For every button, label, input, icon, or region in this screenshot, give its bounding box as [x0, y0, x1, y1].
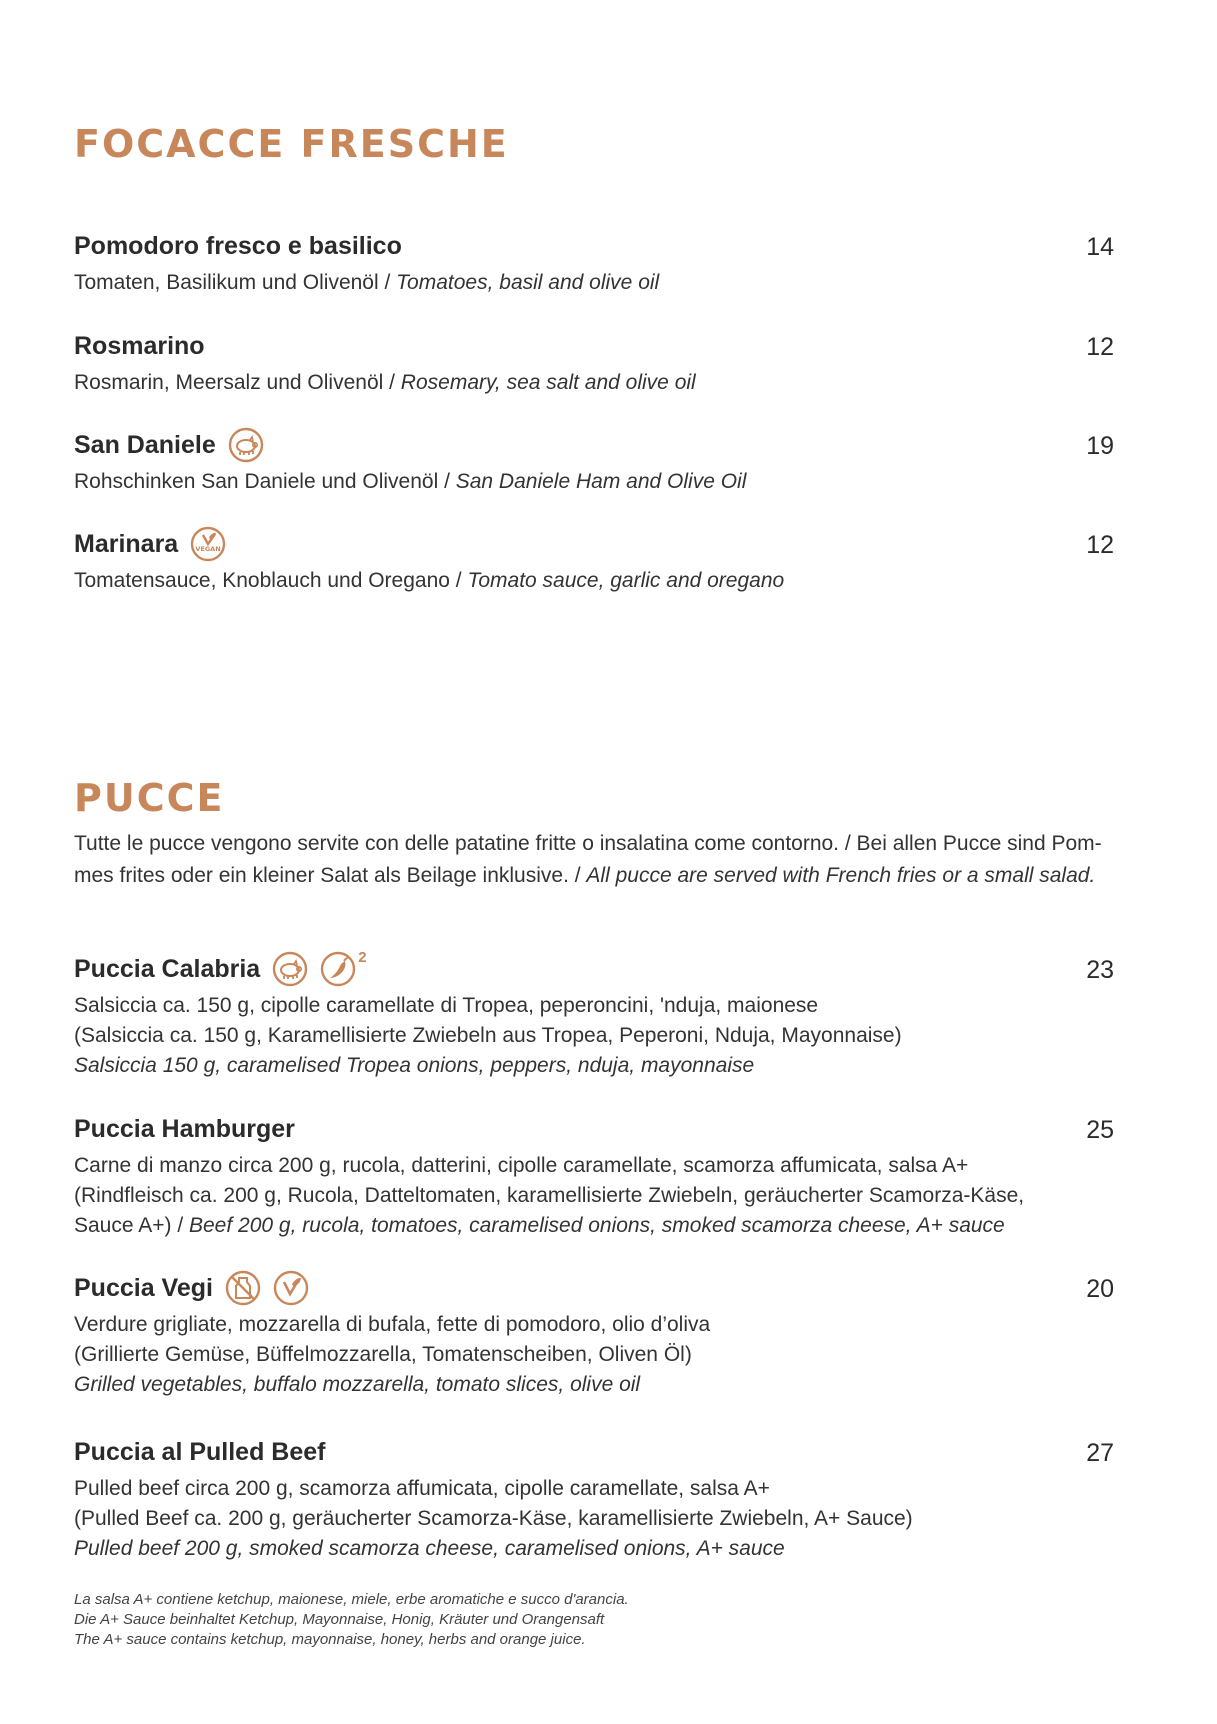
item-description: Tomaten, Basilikum und Olivenöl / Tomatoes, basil and olive oil [74, 271, 660, 294]
item-name: Puccia Vegi [74, 1273, 213, 1302]
item-price: 25 [1086, 1116, 1114, 1144]
pig-icon [272, 951, 308, 987]
menu-item [74, 425, 1114, 497]
footnote: La salsa A+ contiene ketchup, maionese, miele, erbe aromatiche e succo d'arancia. Die A+ Sauce beinhaltet Ketchup, Mayonnaise, Honig, Kräuter und Orangensaft The A+ sauce contains ketchup, mayonnaise, honey, herbs and orange juice. [74, 1591, 629, 1648]
item-price: 14 [1086, 233, 1114, 261]
menu-item [74, 1432, 1114, 1564]
pig-icon [228, 427, 264, 463]
item-name: Puccia Hamburger [74, 1114, 295, 1143]
item-name: Rosmarino [74, 331, 205, 360]
item-price: 19 [1086, 432, 1114, 460]
chili-icon [320, 951, 356, 987]
item-name: San Daniele [74, 430, 216, 459]
spice-level: 2 [358, 948, 367, 966]
section-title-pucce: PUCCE [74, 776, 225, 820]
item-description: Rosmarin, Meersalz und Olivenöl / Rosemary, sea salt and olive oil [74, 371, 696, 394]
item-price: 12 [1086, 531, 1114, 559]
item-description: Pulled beef circa 200 g, scamorza affumicata, cipolle caramellate, salsa A+ (Pulled Beef ca. 200 g, geräucherter Scamorza-Käse, karamellisierte Zwiebeln, A+ Sauce) Pulled beef 200 g, smoked scamorza cheese, caramelised onions, A+ sauce [74, 1477, 913, 1560]
menu-item [74, 226, 1114, 298]
item-name: Puccia Calabria [74, 954, 261, 983]
menu-item [74, 1268, 1114, 1400]
item-price: 20 [1086, 1275, 1114, 1303]
item-price: 27 [1086, 1439, 1114, 1467]
item-name: Puccia al Pulled Beef [74, 1437, 326, 1466]
vegetarian-icon [273, 1270, 309, 1306]
item-name: Marinara [74, 529, 179, 558]
menu-item [74, 1109, 1114, 1241]
item-name: Pomodoro fresco e basilico [74, 231, 402, 260]
section-title-focacce: FOCACCE FRESCHE [74, 122, 509, 166]
item-description: Verdure grigliate, mozzarella di bufala, fette di pomodoro, olio d’oliva (Grillierte Gemüse, Büffelmozzarella, Tomatenscheiben, Oliven Öl) Grilled vegetables, buffalo mozzarella, tomato slices, olive oil [74, 1313, 711, 1396]
item-description: Salsiccia ca. 150 g, cipolle caramellate di Tropea, peperoncini, 'nduja, maionese (Salsiccia ca. 150 g, Karamellisierte Zwiebeln aus Tropea, Peperoni, Nduja, Mayonnaise) Salsiccia 150 g, caramelised Tropea onions, peppers, nduja, mayonnaise [74, 994, 902, 1077]
item-price: 23 [1086, 956, 1114, 984]
item-description: Carne di manzo circa 200 g, rucola, datterini, cipolle caramellate, scamorza affumicata, salsa A+ (Rindfleisch ca. 200 g, Rucola, Datteltomaten, karamellisierte Zwiebeln, geräucherter Scamorza-Käse, Sauce A+) / Beef 200 g, rucola, tomatoes, caramelised onions, smoked scamorza cheese, A+ sauce [74, 1154, 1025, 1237]
section-intro: Tutte le pucce vengono servite con delle patatine fritte o insalatina come contorno. / Bei allen Pucce sind Pom- mes frites oder ein kleiner Salat als Beilage inklusive. / All pucce are served with French fries or a small salad. [74, 832, 1102, 887]
menu-item [74, 326, 1114, 398]
svg-text:VEGAN: VEGAN [195, 545, 221, 553]
menu-item [74, 524, 1114, 596]
vegan-icon [190, 526, 226, 562]
no-dairy-icon [225, 1270, 261, 1306]
item-description: Rohschinken San Daniele und Olivenöl / San Daniele Ham and Olive Oil [74, 470, 747, 493]
item-description: Tomatensauce, Knoblauch und Oregano / Tomato sauce, garlic and oregano [74, 569, 785, 592]
menu-item [74, 949, 1114, 1081]
item-price: 12 [1086, 333, 1114, 361]
